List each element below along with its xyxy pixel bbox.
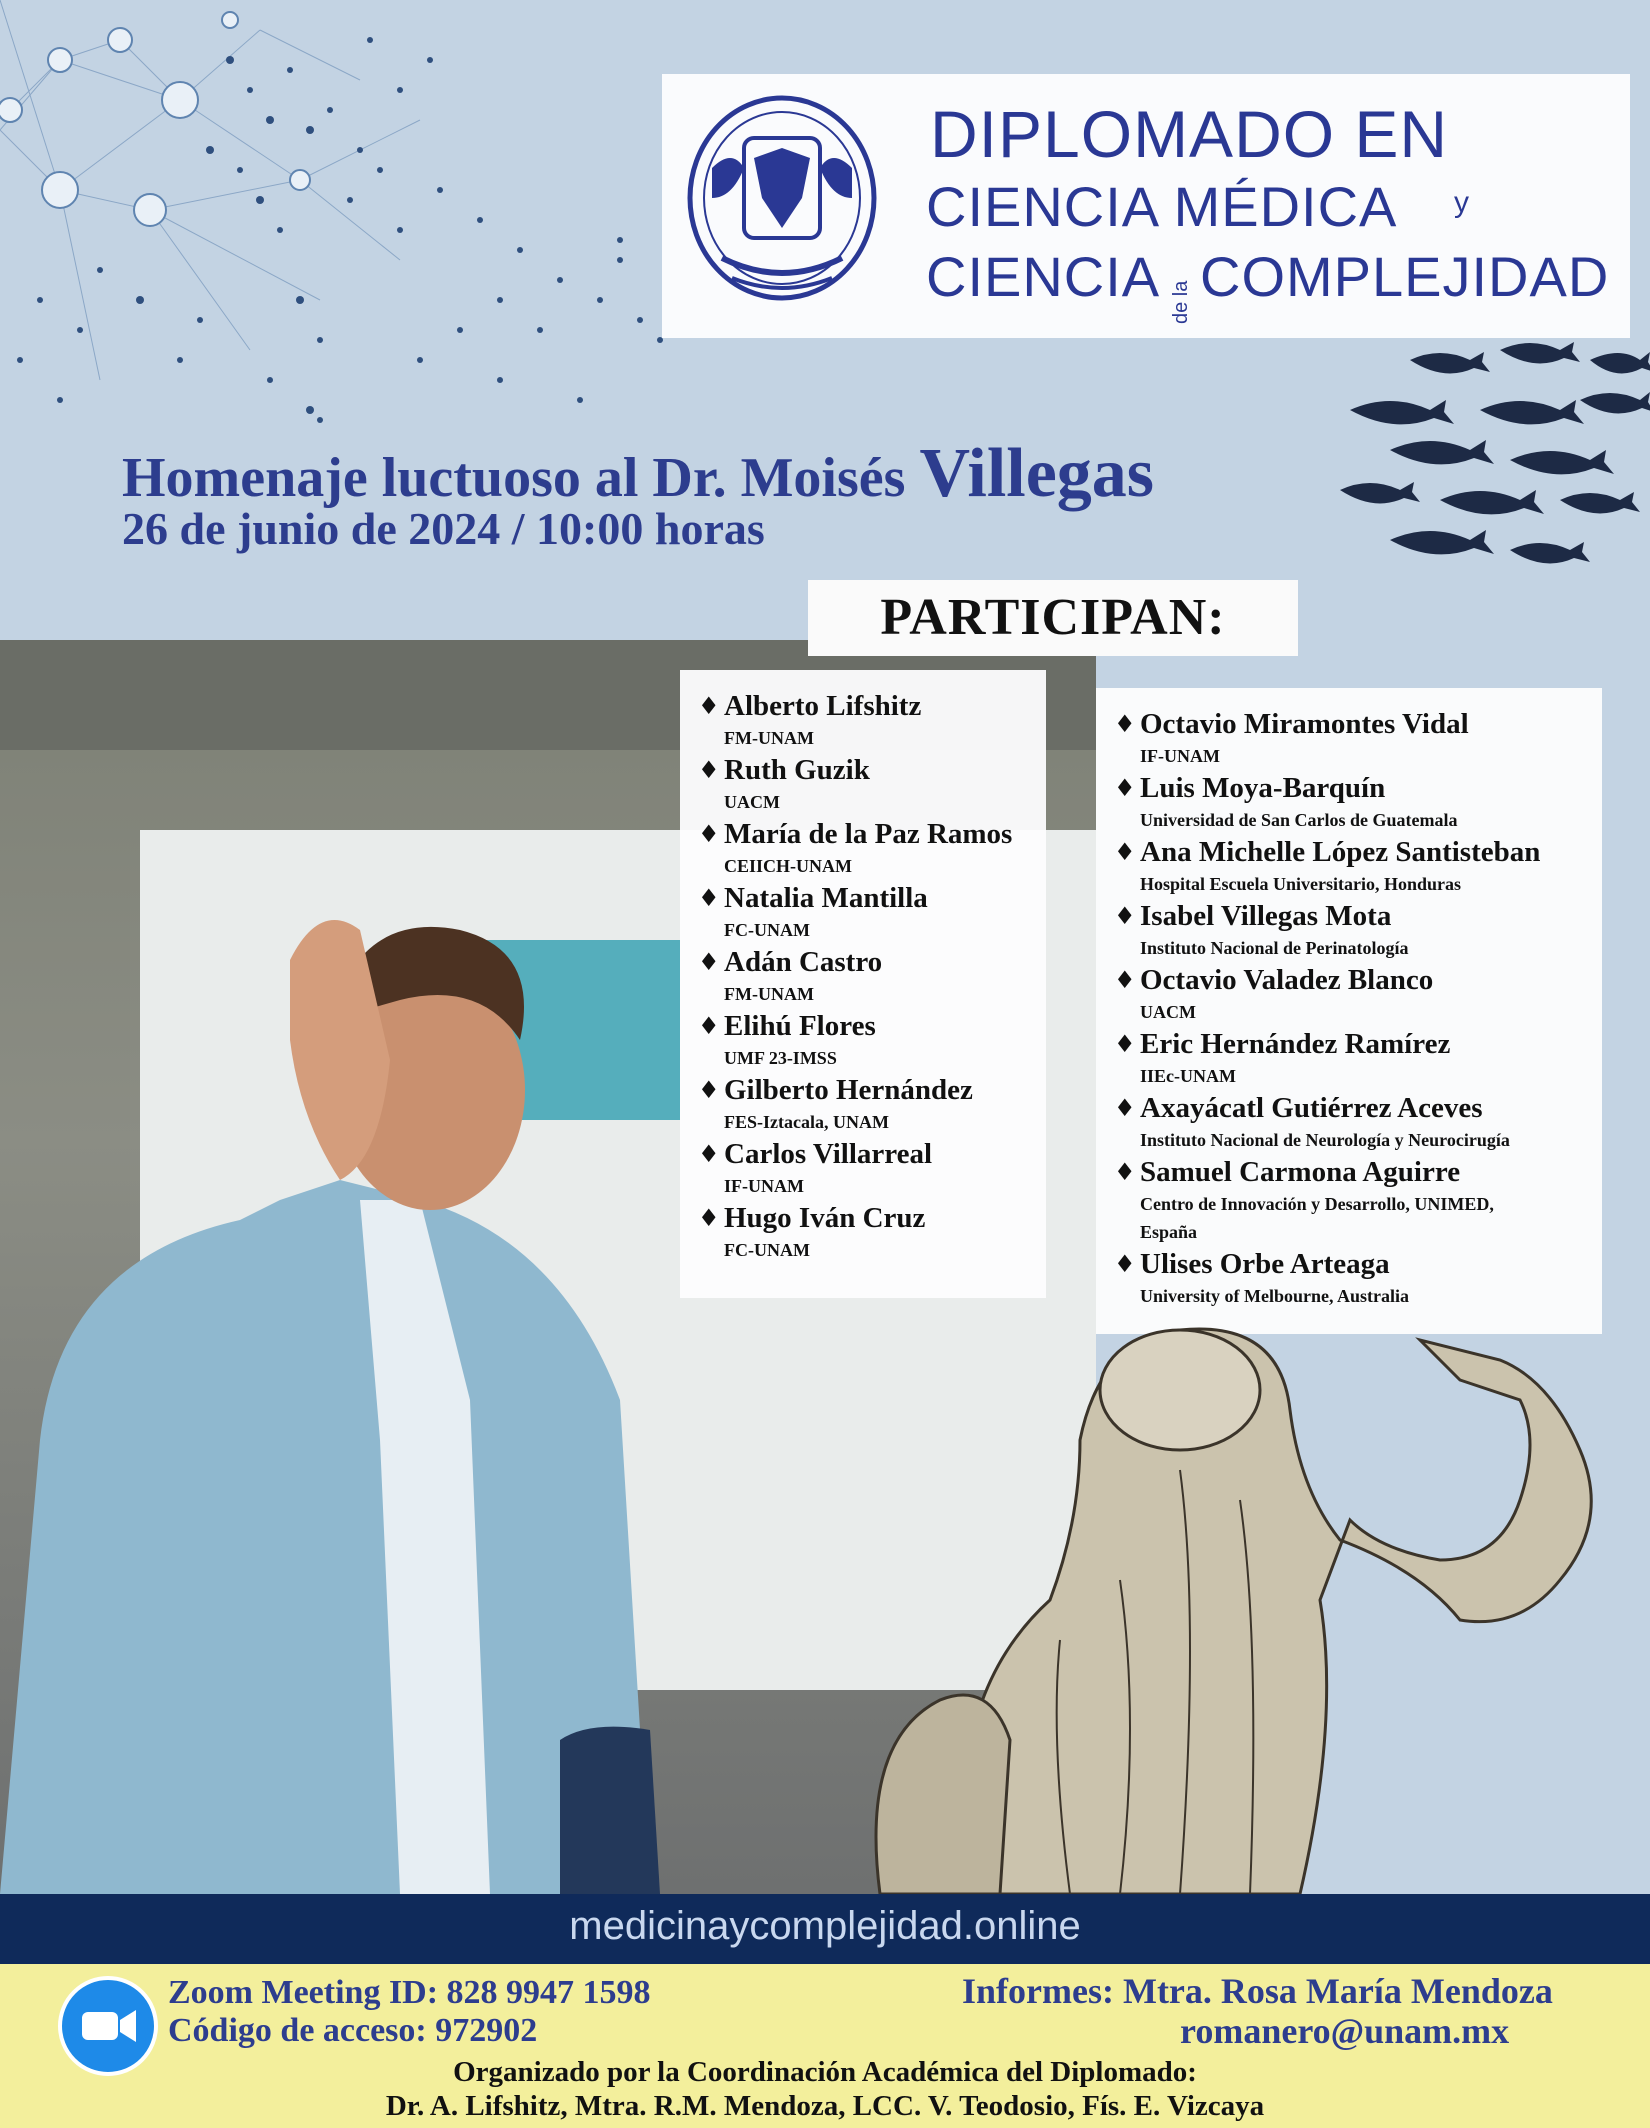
participant-affiliation: Instituto Nacional de Perinatología — [1140, 938, 1409, 958]
participant-affiliation: CEIICH-UNAM — [724, 856, 852, 876]
bullet-icon: ♦ — [1114, 838, 1136, 866]
participant-item — [698, 816, 1036, 880]
bullet-icon: ♦ — [698, 756, 720, 784]
bullet-icon: ♦ — [1114, 1030, 1136, 1058]
participant-item — [698, 1136, 1036, 1200]
diploma-header — [662, 74, 1630, 338]
anatomy-engraving — [820, 1320, 1620, 1894]
header-line-2: CIENCIA MÉDICA — [926, 175, 1398, 238]
bullet-icon: ♦ — [698, 1076, 720, 1104]
participant-affiliation: IF-UNAM — [724, 1176, 804, 1196]
participant-name: Natalia Mantilla — [724, 882, 928, 914]
participant-affiliation: Instituto Nacional de Neurología y Neurocirugía — [1140, 1130, 1510, 1150]
participant-affiliation: FES-Iztacala, UNAM — [724, 1112, 889, 1132]
participant-affiliation: UACM — [724, 792, 780, 812]
participant-name: Ulises Orbe Arteaga — [1140, 1248, 1390, 1280]
participant-affiliation: IF-UNAM — [1140, 746, 1220, 766]
participant-item — [1114, 770, 1592, 834]
participant-affiliation: FM-UNAM — [724, 728, 814, 748]
participant-name: María de la Paz Ramos — [724, 818, 1013, 850]
bullet-icon: ♦ — [698, 820, 720, 848]
bullet-icon: ♦ — [698, 1140, 720, 1168]
fish-school-graphic — [1330, 340, 1650, 600]
unam-seal-icon — [682, 88, 882, 308]
bullet-icon: ♦ — [698, 1204, 720, 1232]
header-conjunction: y — [1454, 186, 1470, 219]
participant-affiliation: FM-UNAM — [724, 984, 814, 1004]
participant-item — [698, 752, 1036, 816]
participant-affiliation: FC-UNAM — [724, 1240, 810, 1260]
participant-item — [698, 944, 1036, 1008]
bullet-icon: ♦ — [1114, 1250, 1136, 1278]
participant-name: Adán Castro — [724, 946, 883, 978]
zoom-meeting-id: Zoom Meeting ID: 828 9947 1598 — [168, 1974, 651, 2011]
bullet-icon: ♦ — [1114, 1158, 1136, 1186]
participant-name: Eric Hernández Ramírez — [1140, 1028, 1451, 1060]
participant-item — [698, 688, 1036, 752]
participant-item — [1114, 1090, 1592, 1154]
participant-affiliation: University of Melbourne, Australia — [1140, 1286, 1409, 1306]
bullet-icon: ♦ — [698, 948, 720, 976]
info-email[interactable]: romanero@unam.mx — [1180, 2011, 1510, 2051]
bullet-icon: ♦ — [1114, 710, 1136, 738]
participant-affiliation-country: España — [1140, 1222, 1198, 1242]
participant-item — [1114, 1246, 1592, 1310]
participant-item — [698, 1008, 1036, 1072]
participant-affiliation: FC-UNAM — [724, 920, 810, 940]
participan-header — [808, 580, 1298, 656]
participant-name: Ruth Guzik — [724, 754, 870, 786]
participant-name: Isabel Villegas Mota — [1140, 900, 1392, 932]
header-line-3b: COMPLEJIDAD — [1200, 245, 1610, 308]
header-de-la: de la — [1170, 280, 1192, 324]
participant-item — [698, 1072, 1036, 1136]
footer — [0, 1964, 1650, 2128]
participants-list-left — [680, 670, 1046, 1298]
bullet-icon: ♦ — [698, 1012, 720, 1040]
event-title-prefix: Homenaje luctuoso al Dr. Moisés — [122, 447, 906, 509]
zoom-access-code: Código de acceso: 972902 — [168, 2012, 538, 2049]
participant-affiliation: UACM — [1140, 1002, 1196, 1022]
participant-name: Gilberto Hernández — [724, 1074, 973, 1106]
participant-item — [1114, 898, 1592, 962]
participant-name: Samuel Carmona Aguirre — [1140, 1156, 1461, 1188]
participant-name: Elihú Flores — [724, 1010, 876, 1042]
bullet-icon: ♦ — [698, 884, 720, 912]
participant-name: Octavio Valadez Blanco — [1140, 964, 1434, 996]
participant-item — [1114, 706, 1592, 770]
participant-name: Hugo Iván Cruz — [724, 1202, 926, 1234]
participant-name: Ana Michelle López Santisteban — [1140, 836, 1541, 868]
header-line-1: DIPLOMADO EN — [930, 97, 1449, 171]
bullet-icon: ♦ — [1114, 774, 1136, 802]
participant-item — [1114, 1026, 1592, 1090]
participan-label: PARTICIPAN: — [880, 589, 1226, 646]
participant-affiliation: IIEc-UNAM — [1140, 1066, 1236, 1086]
participant-affiliation: Hospital Escuela Universitario, Honduras — [1140, 874, 1462, 894]
header-line-3a: CIENCIA — [926, 245, 1161, 308]
participant-item — [1114, 1154, 1592, 1246]
bullet-icon: ♦ — [1114, 902, 1136, 930]
participant-name: Carlos Villarreal — [724, 1138, 933, 1170]
participant-affiliation: Centro de Innovación y Desarrollo, UNIMED, — [1140, 1194, 1494, 1214]
participants-list-right — [1096, 688, 1602, 1334]
participant-name: Alberto Lifshitz — [724, 690, 922, 722]
website-link[interactable]: medicinaycomplejidad.online — [569, 1904, 1081, 1948]
participant-name: Axayácatl Gutiérrez Aceves — [1140, 1092, 1483, 1124]
organizers-heading: Organizado por la Coordinación Académica del Diplomado: — [453, 2056, 1197, 2088]
bullet-icon: ♦ — [698, 692, 720, 720]
participant-item — [1114, 962, 1592, 1026]
participant-item — [698, 1200, 1036, 1264]
website-bar — [0, 1894, 1650, 1964]
info-contact: Informes: Mtra. Rosa María Mendoza — [962, 1971, 1553, 2011]
participant-name: Octavio Miramontes Vidal — [1140, 708, 1469, 740]
participant-item — [1114, 834, 1592, 898]
bullet-icon: ♦ — [1114, 1094, 1136, 1122]
event-date: 26 de junio de 2024 / 10:00 horas — [122, 503, 765, 554]
participant-item — [698, 880, 1036, 944]
network-graphic — [0, 0, 700, 450]
organizers-names: Dr. A. Lifshitz, Mtra. R.M. Mendoza, LCC. V. Teodosio, Fís. E. Vizcaya — [385, 2090, 1265, 2122]
participant-affiliation: Universidad de San Carlos de Guatemala — [1140, 810, 1458, 830]
bullet-icon: ♦ — [1114, 966, 1136, 994]
event-title-emph: Villegas — [919, 435, 1155, 512]
participant-name: Luis Moya-Barquín — [1140, 772, 1386, 804]
participant-affiliation: UMF 23-IMSS — [724, 1048, 837, 1068]
